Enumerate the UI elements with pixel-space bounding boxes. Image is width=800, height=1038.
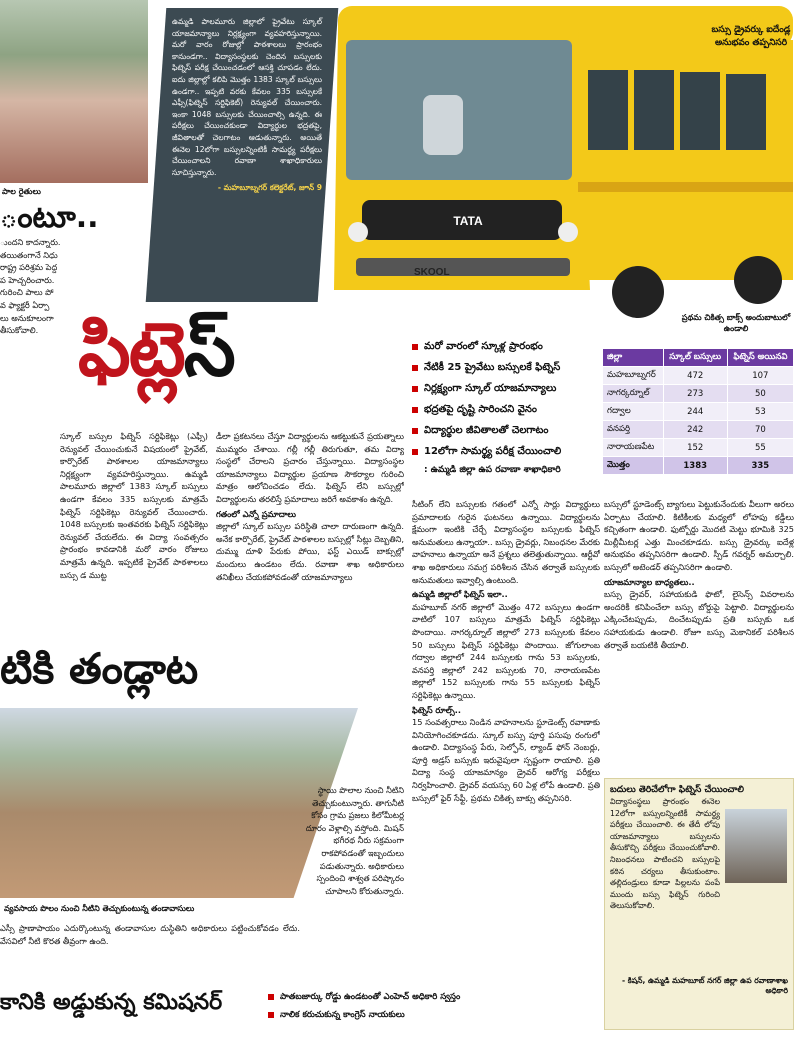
bus-bumper <box>356 258 570 276</box>
first-aid-callout: ప్రథమ చికిత్స బాక్స్ అందుబాటులో ఉండాలి <box>681 313 791 333</box>
bus-headlight-left <box>348 222 368 242</box>
intro-text: ఉమ్మడి పాలమూరు జిల్లాలో ప్రైవేటు స్కూల్ యాజమాన్యాలు నిర్లక్ష్యంగా వ్యవహరిస్తున్నాయి. మరో వారం రోజుల్లో పాఠశాలలు ప్రారంభం కానుండగా.. విద్యాసంస్థలకు చెందిన బస్సులకు ఫిట్నెస్ పరీక్ష చేయించడంలో ఆసక్తి చూపడం లేదు. ఐదు జిల్లాల్లో కలిపి మొత్తం 1383 స్కూల్ బస్సులు ఉండగా.. ఇప్పటి వరకు కేవలం 335 బస్సులకే ఎఫ్సీ(ఫిట్నెస్ సర్టిఫికెట్) రెన్యువల్ చేయించారు. ఇంకా 1048 బస్సులకు చేయించాల్సి ఉన్నది. ఈ పరీక్షలు చేయించకుండా విద్యార్థుల భద్రతపై, జీవితాలతో చెలగాటం ఆడుతున్నారు. అయితే ఈనెల 12లోగా బస్సులన్నింటికీ సామర్థ్య పరీక్షలు చేయించాలని రవాణా శాఖాధికారులు సూచిస్తున్నారు. - మహబూబ్నగర్ కలెక్టరేట్, జూన్ 9 <box>172 17 322 193</box>
bus-stripe <box>578 182 793 192</box>
highlight-item: భద్రతపై దృష్టి సారించని వైనం <box>412 403 602 417</box>
table-header: జిల్లా <box>603 349 664 367</box>
bus-side-window-1 <box>588 70 628 150</box>
table-row: వనపర్తి 242 70 <box>603 421 794 439</box>
intro-byline: - మహబూబ్నగర్ కలెక్టరేట్, జూన్ 9 <box>217 183 322 193</box>
column-2-subheading: గతంలో ఎన్నో ప్రమాదాలు <box>216 508 296 519</box>
water-story-headline: టికి తండ్లాట <box>0 644 199 693</box>
official-photo <box>725 809 787 883</box>
table-header: స్కూల్ బస్సులు <box>663 349 727 367</box>
bus-callout: బస్సు డ్రైవర్కు ఐదేండ్ల అనుభవం తప్పనిసరి <box>711 25 791 48</box>
highlight-item: విద్యార్థుల జీవితాలతో చెలగాటం <box>412 424 602 438</box>
highlight-item: నేటికీ 25 ప్రైవేటు బస్సులకే ఫిట్నెస్ <box>412 361 602 375</box>
table-row: గద్వాల 244 53 <box>603 403 794 421</box>
bottom-headline: కానికి అడ్డుకున్న కమిషనర్ <box>0 990 223 1015</box>
official-quote-text: విద్యాసంస్థలు ప్రారంభం ఈనెల 12లోగా బస్సులన్నింటికీ సామర్థ్య పరీక్షలు చేయించాలి. ఈ తేదీ లోపు యాజమాన్యాలు బస్సులను తీసుకొచ్చి పరీక్షలు చేయించుకోవాలి. నిబంధనలు పాటించని బస్సులపై కఠిన చర్యలు తీసుకుంటాం. తల్లిదండ్రులు కూడా పిల్లలను పంపే ముందు బస్సు ఫిట్నెస్ గురించి తెలుసుకోవాలి. <box>610 797 720 911</box>
article-column-1: స్కూల్ బస్సుల ఫిట్నెస్ సర్టిఫికెట్లు (ఎఫ్సీ) రెన్యువల్ చేయించుకునే విషయంలో ప్రైవేట్, కార్పొరేట్ పాఠశాలల యాజమాన్యాలు నిర్లక్ష్యంగా వ్యవహరిస్తున్నాయి. ఉమ్మడి పాలమూరు జిల్లాలో 1383 స్కూల్ బస్సులు ఉండగా కేవలం 335 బస్సులకు మాత్రమే ఫిట్నెస్ సర్టిఫికెట్లు రెన్యువల్ చేయించారు. 1048 బస్సులకు ఇంతవరకు ఫిట్నెస్ సర్టిఫికెట్లు రెన్యువల్ చేయలేదు. ఈ విద్యా సంవత్సరం ప్రారంభం కావడానికి మరో వారం రోజులు మాత్రమే ఉన్నది. ఇప్పటికే ప్రైవేట్ పాఠశాలలు బస్సు డ ముట్ట <box>60 431 208 580</box>
table-row: నాగర్కర్నూల్ 273 50 <box>603 385 794 403</box>
column-4-subheading: యాజమాన్యాల బాధ్యతలు.. <box>604 576 695 587</box>
school-bus-illustration <box>328 0 800 340</box>
farmers-photo <box>0 0 148 183</box>
bus-side-window-2 <box>634 70 674 150</box>
table-header: ఫిట్నెస్ అయినవి <box>727 349 793 367</box>
highlight-item: 12లోగా సామర్థ్య పరీక్ష చేయించాలి <box>412 445 602 459</box>
water-story-bottom-text: ఎస్సీ ప్రాణాపాయం ఎదుర్కొంటున్న తండావాసుల దుస్థితిని అధికారులు పట్టించుకోవడం లేదు. వేసవిలో నీటి కొరత తీవ్రంగా ఉంది. <box>0 923 300 946</box>
table-row: నారాయణపేట 152 55 <box>603 439 794 457</box>
bus-wheel-rear <box>734 256 782 304</box>
highlight-item: నిర్లక్ష్యంగా స్కూల్ యాజమాన్యాలు <box>412 382 602 396</box>
table-total-row: మొత్తం 1383 335 <box>603 457 794 475</box>
bus-side-window-4 <box>726 74 766 150</box>
column-3-subheading-1: ఉమ్మడి జిల్లాలో ఫిట్నెస్ ఇలా.. <box>412 589 508 600</box>
official-quote-box <box>604 778 794 1030</box>
table-row: మహబూబ్నగర్ 472 107 <box>603 367 794 385</box>
fitness-table <box>602 348 794 475</box>
bottom-bullet-item: నాలిక కరుచుకున్న కాంగ్రెస్ నాయకులు <box>268 1008 528 1022</box>
highlight-item: మరో వారంలో స్కూళ్ల ప్రారంభం <box>412 340 602 354</box>
highlights-list <box>412 340 602 477</box>
main-headline <box>78 308 234 392</box>
official-quote-title: బదులు తెరిచేలోగా ఫిట్నెస్ చేయించాలి <box>610 785 744 795</box>
bus-headlight-right <box>558 222 578 242</box>
left-fragment-text: ుందని కాదన్నారు. తయితంగానే నిధు రాష్ట్ర పరిశ్రమ పెద్ద ప హెచ్చరించారు. గురించి పాలు పో వ ఫ్యాక్టరీ ఏర్పా లు అనుకూలంగా తీసుకోవాలి. <box>0 237 61 336</box>
bottom-bullets <box>268 990 528 1022</box>
article-column-3: సీటింగ్ లేని బస్సులకు గతంలో ఎన్నో సార్లు విద్యార్థులు ప్రమాదాలకు గురైన ఘటనలు ఉన్నాయి. విద్యార్థులను క్షేమంగా ఇంటికి చేర్చే విద్యాసంస్థల బస్సులకు ఫిట్నెస్ అనుమతులు ఉన్నాయా.. బస్సు డ్రైవర్లు, నిబంధనల మేరకు వాహనాలు ఉన్నాయా అనే ప్రశ్నలు తలెత్తుతున్నాయి. ఆర్టీవో శాఖ అధికారులు సమగ్ర పరిశీలన చేసిన తర్వాతే బస్సులకు అనుమతులు ఇవ్వాల్సి ఉంటుంది. ఉమ్మడి జిల్లాలో ఫిట్నెస్ ఇలా.. మహబూబ్ నగర్ జిల్లాలో మొత్తం 472 బస్సులు ఉండగా వాటిలో 107 బస్సులు మాత్రమే ఫిట్నెస్ సర్టిఫికెట్లు పొందాయి. నాగర్కర్నూల్ జిల్లాలో 273 బస్సులకు కేవలం 50 బస్సులు ఫిట్నెస్ సర్టిఫికెట్లు పొందాయి. జోగులాంబ గద్వాల జిల్లాలో 244 బస్సులకు గాను 53 బస్సులకు, వనపర్తి జిల్లాలో 242 బస్సులకు 70, నారాయణపేట జిల్లాలో 152 బస్సులకు గాను 55 బస్సులకు ఫిట్నెస్ సర్టిఫికెట్లు ఉన్నాయి. ఫిట్నెస్ రూల్స్.. 15 సంవత్సరాలు నిండిన వాహనాలను స్టూడెంట్స్ రవాణాకు వినియోగించకూడదు. స్కూల్ బస్సు పూర్తి పసుపు రంగులో ఉండాలి. విద్యాసంస్థ పేరు, సెల్ఫోన్, ల్యాండ్ ఫోన్ నెంబర్లు, పూర్తి అడ్రస్ బస్సుకు ఇరువైపులా స్పష్టంగా రాయాలి. ప్రతి విద్యా సంస్థ యాజమాన్యం డ్రైవర్ ఆరోగ్య పరీక్షలు నిర్వహించాలి. డ్రైవర్ వయస్సు 60 ఏళ్ల లోపే ఉండాలి. ప్రతి బస్సులో ఫైర్ సేఫ్టీ, ప్రథమ చికిత్స బాక్సు తప్పనిసరి. <box>412 499 600 803</box>
bus-side-window-3 <box>680 72 720 150</box>
official-signature: - కిషన్, ఉమ్మడి మహబూబ్ నగర్ జిల్లా ఉప రవాణాశాఖ అధికారి <box>621 976 788 995</box>
main-headline-part2: లెస్ <box>183 307 234 393</box>
article-column-2: డీలా ప్రకటనలు చేస్తూ విద్యార్థులను ఆకట్టుకునే ప్రయత్నాలు ముమ్మరం చేశాయి. గల్లీ గల్లీ తిరుగుతూ, తమ విద్యా సంస్థలో చేరాలని ప్రచారం చేస్తున్నాయి. విద్యాసంస్థల యాజమాన్యాలు విద్యార్థుల ప్రయాణ సౌకర్యాల గురించి మాత్రం ఆలోచించడం లేదు. ఫిట్నెస్ లేని బస్సుల్లో విద్యార్థులను తరలిస్తే ప్రమాదాలు జరిగే అవకాశం ఉన్నది. గతంలో ఎన్నో ప్రమాదాలు జిల్లాలో స్కూల్ బస్సుల పరిస్థితి చాలా దారుణంగా ఉన్నది. అనేక కార్పొరేట్, ప్రైవేట్ పాఠశాలల బస్సుల్లో సీట్లు దెబ్బతిని, దుమ్ము దూళి పేరుకు పోయి, ఫస్ట్ ఎయిడ్ బాక్సుల్లో మందులు ఉండటం లేదు. రవాణా శాఖ అధికారులు తనిఖీలు చేయకపోవడంతో యాజమాన్యాలు <box>216 431 404 582</box>
main-headline-part1: ఫిట్ <box>78 307 184 393</box>
bus-brand-label: TATA <box>453 214 483 228</box>
highlight-attribution: : ఉమ్మడి జిల్లా ఉప రవాణా శాఖాధికారి <box>424 465 561 475</box>
bus-driver <box>423 95 463 155</box>
column-3-subheading-2: ఫిట్నెస్ రూల్స్.. <box>412 704 461 715</box>
bus-body-label: SKOOL <box>414 267 450 278</box>
bottom-bullet-item: పాతబజార్కు రోడ్డు ఉండటంతో ఎంహెచ్ అధికారి స్వస్తం <box>268 990 528 1004</box>
farmers-photo-caption: పాల రైతులు <box>2 187 41 196</box>
article-column-4: బస్సులో స్టూడెంట్స్ బ్యాగులు పెట్టుకునేందుకు వీలుగా అరలు ఏర్పాటు చేయాలి. కిటికీలకు మధ్యలో లోహపు కడ్డీలు కచ్చితంగా ఉండాలి. ఫుట్బోర్డు మొదటి మెట్టు భూమికి 325 మిల్లీమీటర్ల ఎత్తు మించకూడదు. బస్సు డ్రైవర్కు ఐదేళ్ల అనుభవం తప్పనిసరిగా ఉండాలి. స్పీడ్ గవర్నర్ అమర్చాలి. బస్సులో అటెండర్ తప్పనిసరిగా ఉండాలి. యాజమాన్యాల బాధ్యతలు.. బస్సు డ్రైవర్, సహాయకుడి ఫొటో, లైసెన్స్ వివరాలను అందరికీ కనిపించేలా బస్సు బోర్డుపై పెట్టాలి. విద్యార్థులను ఎక్కించేటప్పుడు, దించేటప్పుడు ప్రతి బస్సుకు ఒక సహాయకుడు ఉండాలి. రోజూ బస్సు మెకానికల్ పరిశీలన తర్వాతే బయటికి తీయాలి. <box>604 499 794 650</box>
water-story-caption: వ్యవసాయ పొలం నుంచి నీటిని తెచ్చుకుంటున్న తండావాసులు <box>4 904 195 913</box>
bus-wheel-front <box>612 266 664 318</box>
water-story-text: స్థాయి పొలాల నుంచి నీటిని తెచ్చుకుంటున్నారు. తాగునీటి కోసం గ్రామ ప్రజలు కిలోమీటర్ల దూరం వెళ్లాల్సి వస్తోంది. మిషన్ భగీరథ నీరు సక్రమంగా రాకపోవడంతో ఇబ్బందులు పడుతున్నారు. అధికారులు స్పందించి శాశ్వత పరిష్కారం చూపాలని కోరుతున్నారు. <box>305 785 404 896</box>
left-fragment-headline: ంటూ.. <box>0 200 99 235</box>
